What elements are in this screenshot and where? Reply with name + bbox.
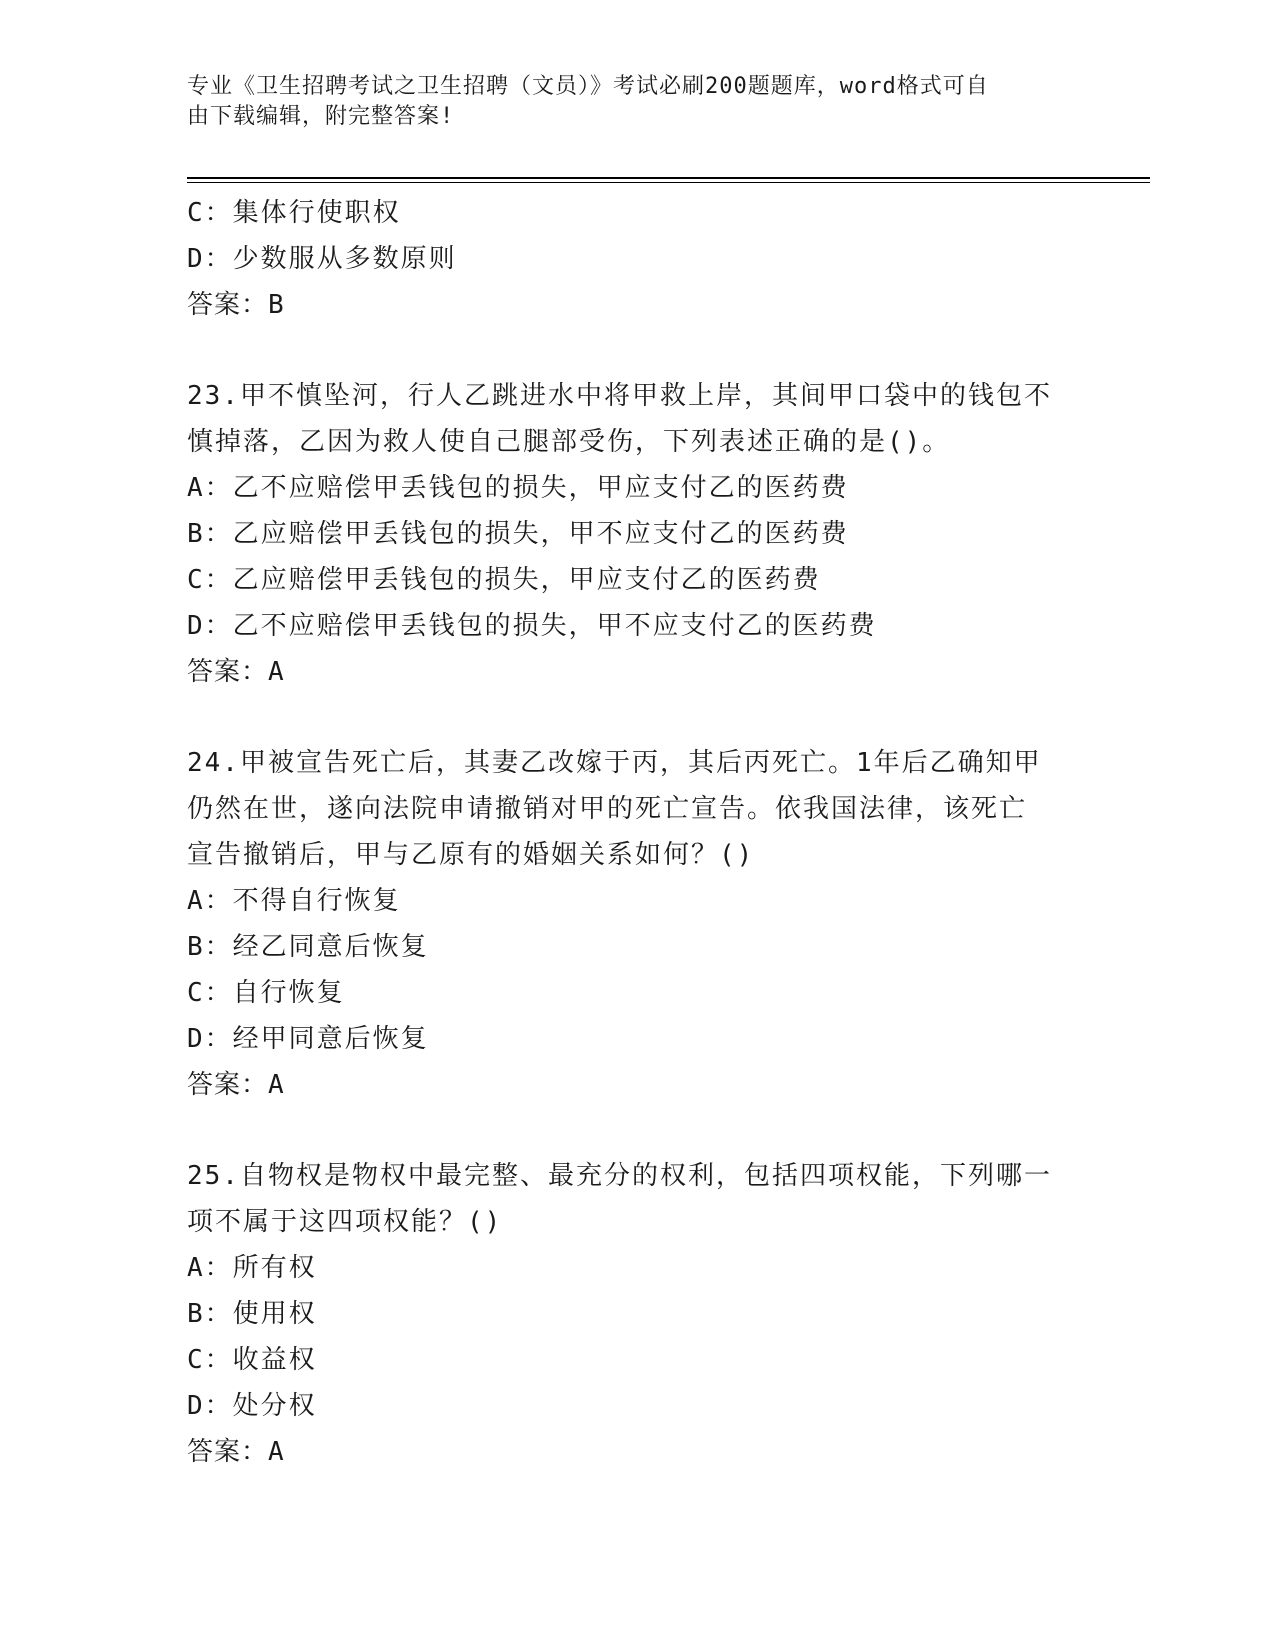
option-b: B：乙应赔偿甲丢钱包的损失，甲不应支付乙的医药费 bbox=[187, 519, 849, 549]
option-b: B：使用权 bbox=[187, 1299, 317, 1329]
answer: 答案：A bbox=[187, 657, 285, 687]
option-b: B：经乙同意后恢复 bbox=[187, 932, 429, 962]
question-text-line: 23.甲不慎坠河，行人乙跳进水中将甲救上岸，其间甲口袋中的钱包不 bbox=[187, 381, 1052, 411]
option-c: C：自行恢复 bbox=[187, 978, 345, 1008]
header-line-1: 专业《卫生招聘考试之卫生招聘（文员）》考试必刷200题题库，word格式可自 bbox=[187, 74, 989, 99]
option-c: C：收益权 bbox=[187, 1345, 317, 1375]
question-text-line: 项不属于这四项权能？() bbox=[187, 1207, 503, 1237]
answer: 答案：A bbox=[187, 1070, 285, 1100]
question-22-tail bbox=[187, 190, 1087, 328]
question-text-line: 24.甲被宣告死亡后，其妻乙改嫁于丙，其后丙死亡。1年后乙确知甲 bbox=[187, 748, 1042, 778]
option-d: D：处分权 bbox=[187, 1391, 317, 1421]
option-a: A：所有权 bbox=[187, 1253, 317, 1283]
option-a: A：乙不应赔偿甲丢钱包的损失，甲应支付乙的医药费 bbox=[187, 473, 849, 503]
answer: 答案：B bbox=[187, 290, 285, 320]
question-text-line: 慎掉落，乙因为救人使自己腿部受伤，下列表述正确的是()。 bbox=[187, 427, 951, 457]
question-text-line: 25.自物权是物权中最完整、最充分的权利，包括四项权能，下列哪一 bbox=[187, 1161, 1052, 1191]
option-c: C：集体行使职权 bbox=[187, 198, 401, 228]
option-d: D：乙不应赔偿甲丢钱包的损失，甲不应支付乙的医药费 bbox=[187, 611, 877, 641]
option-d: D：经甲同意后恢复 bbox=[187, 1024, 429, 1054]
document-header bbox=[187, 72, 1067, 132]
question-text-line: 仍然在世，遂向法院申请撤销对甲的死亡宣告。依我国法律，该死亡 bbox=[187, 794, 1028, 824]
question-23 bbox=[187, 373, 1087, 695]
option-a: A：不得自行恢复 bbox=[187, 886, 401, 916]
option-d: D：少数服从多数原则 bbox=[187, 244, 457, 274]
document-body bbox=[187, 190, 1087, 1475]
question-text-line: 宣告撤销后，甲与乙原有的婚姻关系如何？() bbox=[187, 840, 755, 870]
header-rule-thin bbox=[187, 182, 1150, 183]
question-24 bbox=[187, 740, 1087, 1108]
header-rule-thick bbox=[187, 177, 1150, 179]
answer: 答案：A bbox=[187, 1437, 285, 1467]
header-line-2: 由下载编辑，附完整答案! bbox=[187, 104, 455, 129]
question-25 bbox=[187, 1153, 1087, 1475]
option-c: C：乙应赔偿甲丢钱包的损失，甲应支付乙的医药费 bbox=[187, 565, 821, 595]
